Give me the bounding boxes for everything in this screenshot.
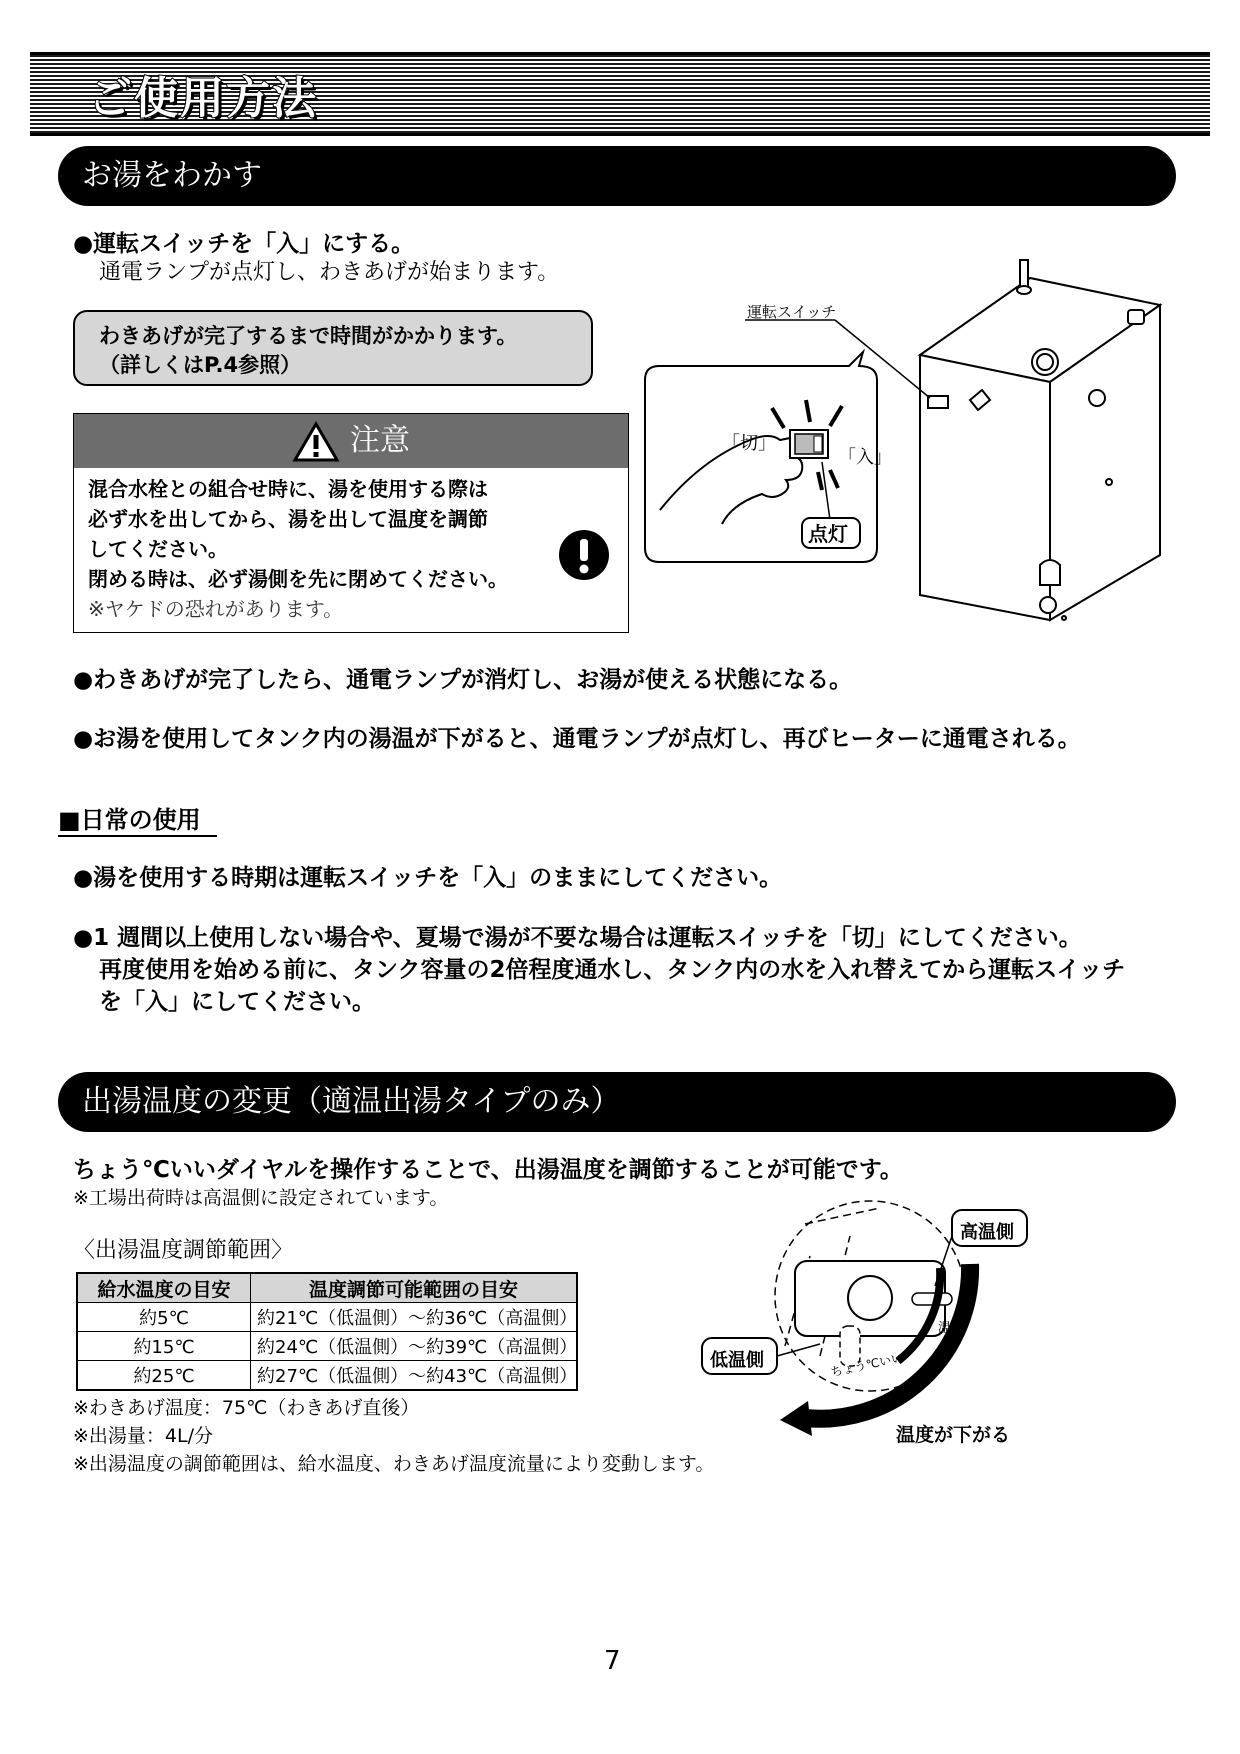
temperature-lead: ちょう℃いいダイヤルを操作することで、出湯温度を調節することが可能です。	[73, 1157, 903, 1183]
off-label: 「切」	[722, 433, 776, 454]
warning-icon	[292, 421, 340, 463]
table-header: 温度調節可能範囲の目安	[251, 1273, 578, 1303]
low-temp-label: 低温側	[710, 1350, 764, 1371]
page-title: ご使用方法	[88, 73, 318, 124]
caution-box	[73, 413, 629, 633]
table-header: 給水温度の目安	[77, 1273, 251, 1303]
temperature-lead-note: ※工場出荷時は高温側に設定されています。	[73, 1187, 449, 1209]
note-flow: ※出湯量：4L/分	[73, 1425, 213, 1447]
table-cell: 約5℃	[77, 1303, 251, 1332]
caution-body	[88, 474, 528, 624]
table-row	[77, 1303, 577, 1332]
info-line-1: わきあげが完了するまで時間がかかります。	[99, 324, 518, 348]
daily-bullet-1: ●湯を使用する時期は運転スイッチを「入」のままにしてください。	[73, 865, 783, 891]
table-cell: 約24℃（低温側）～約39℃（高温側）	[251, 1332, 578, 1361]
lamp-label: 点灯	[808, 522, 848, 546]
info-box	[73, 310, 593, 386]
table-row	[77, 1361, 577, 1391]
mandatory-icon	[558, 529, 610, 581]
high-temp-label: 高温側	[960, 1222, 1014, 1243]
bullet-complete: ●わきあげが完了したら、通電ランプが消灯し、お湯が使える状態になる。	[73, 667, 853, 693]
table-row	[77, 1332, 577, 1361]
table-cell: 約27℃（低温側）～約43℃（高温側）	[251, 1361, 578, 1391]
table-cell: 約15℃	[77, 1332, 251, 1361]
note-boil-temp: ※わきあげ温度：75℃（わきあげ直後）	[73, 1397, 420, 1419]
caution-title: 注意	[350, 423, 410, 458]
arrow-head	[780, 1401, 812, 1436]
caution-line: 必ず水を出してから、湯を出して温度を調節	[88, 507, 488, 531]
daily-bullet-2-line-2: 再度使用を始める前に、タンク容量の2倍程度通水し、タンク内の水を入れ替えてから運転スイッチ	[99, 957, 1126, 983]
table-caption: 〈出湯温度調節範囲〉	[73, 1238, 294, 1263]
table-cell: 約25℃	[77, 1361, 251, 1391]
heater-tank-illustration	[920, 260, 1160, 620]
section-header-temperature: 出湯温度の変更（適温出湯タイプのみ）	[58, 1072, 1176, 1132]
info-line-2: （詳しくはP.4参照）	[99, 353, 302, 377]
dial-name-label: ちょう℃いい	[829, 1350, 905, 1380]
arc-temp-label: 温度	[938, 1321, 965, 1336]
temp-down-label: 温度が下がる	[896, 1424, 1011, 1446]
page-number: 7	[604, 1646, 621, 1676]
daily-use-heading: ■日常の使用	[58, 800, 217, 837]
caution-header	[74, 414, 628, 468]
section-header-boil: お湯をわかす	[58, 146, 1176, 206]
caution-line: してください。	[88, 537, 228, 561]
temperature-range-table	[76, 1272, 578, 1391]
caution-note: ※ヤケドの恐れがあります。	[88, 597, 344, 621]
caution-line: 閉める時は、必ず湯側を先に閉めてください。	[88, 567, 508, 591]
daily-bullet-2-line-1: ●1 週間以上使用しない場合や、夏場で湯が不要な場合は運転スイッチを「切」にしてください。	[73, 925, 1082, 951]
table-header-row	[77, 1273, 577, 1303]
caution-line: 混合水栓との組合せ時に、湯を使用する際は	[88, 477, 488, 501]
bullet-switch-on-sub: 通電ランプが点灯し、わきあげが始まります。	[99, 260, 560, 285]
note-range: ※出湯温度の調節範囲は、給水温度、わきあげ温度流量により変動します。	[73, 1453, 715, 1475]
bullet-switch-on: ●運転スイッチを「入」にする。	[73, 231, 415, 257]
daily-bullet-2-line-3: を「入」にしてください。	[99, 989, 375, 1015]
table-cell: 約21℃（低温側）～約36℃（高温側）	[251, 1303, 578, 1332]
on-label: 「入」	[838, 447, 892, 468]
switch-label: 運転スイッチ	[747, 303, 837, 321]
dial-knob	[848, 1276, 892, 1320]
bullet-reheat: ●お湯を使用してタンク内の湯温が下がると、通電ランプが点灯し、再びヒーターに通電される。	[73, 726, 1081, 752]
